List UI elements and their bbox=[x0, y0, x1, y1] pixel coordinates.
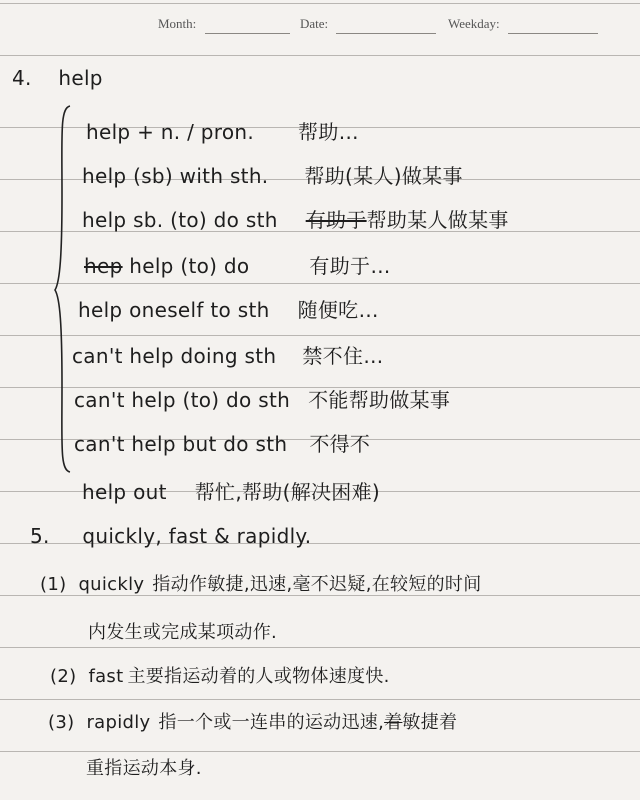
english-phrase: help + n. / pron. bbox=[86, 120, 255, 144]
chinese-meaning: 帮忙,帮助(解决困难) bbox=[194, 480, 381, 504]
item-number: 4. bbox=[12, 66, 32, 90]
note-line bbox=[82, 204, 509, 233]
note-line bbox=[74, 384, 450, 413]
note-line bbox=[78, 294, 379, 323]
english-phrase: can't help (to) do sth bbox=[74, 388, 291, 412]
note-line bbox=[12, 66, 103, 90]
crossed-out-text: 有助于 bbox=[305, 208, 367, 232]
month-label: Month: bbox=[158, 16, 197, 31]
note-line bbox=[30, 524, 311, 548]
note-line bbox=[82, 160, 463, 189]
chinese-meaning: 随便吃… bbox=[297, 298, 379, 322]
note-line bbox=[74, 428, 370, 457]
english-phrase: help bbox=[58, 66, 103, 90]
chinese-meaning: 主要指运动着的人或物体速度快. bbox=[127, 666, 390, 687]
note-line bbox=[86, 754, 202, 780]
date-line bbox=[336, 33, 436, 34]
item-number: (3) bbox=[48, 712, 75, 733]
crossed-out-text: 着 bbox=[384, 712, 403, 733]
english-phrase: help oneself to sth bbox=[78, 298, 270, 322]
chinese-meaning: 有助于… bbox=[309, 254, 391, 278]
weekday-line bbox=[508, 33, 598, 34]
chinese-meaning: 帮助(某人)做某事 bbox=[304, 164, 463, 188]
crossed-out-text: hep bbox=[84, 254, 123, 278]
english-phrase: can't help doing sth bbox=[72, 344, 277, 368]
note-line bbox=[82, 476, 380, 505]
note-line bbox=[86, 116, 359, 145]
chinese-meaning: 不能帮助做某事 bbox=[308, 388, 451, 412]
note-line bbox=[72, 340, 384, 369]
english-phrase: quickly bbox=[78, 574, 145, 595]
item-number: (1) bbox=[40, 574, 67, 595]
item-number: (2) bbox=[50, 666, 77, 687]
note-line bbox=[50, 662, 390, 688]
date-label: Date: bbox=[300, 16, 329, 31]
note-line bbox=[88, 618, 277, 644]
chinese-meaning: 内发生或完成某项动作. bbox=[88, 622, 278, 643]
chinese-meaning: 帮助… bbox=[298, 120, 359, 144]
chinese-meaning: 指一个或一连串的运动迅速, bbox=[158, 712, 385, 733]
english-phrase: help sb. (to) do sth bbox=[82, 208, 278, 232]
note-line bbox=[40, 570, 482, 596]
english-phrase: help out bbox=[82, 480, 167, 504]
month-line bbox=[205, 33, 290, 34]
curly-brace bbox=[54, 104, 72, 474]
english-phrase: quickly, fast & rapidly. bbox=[82, 524, 312, 548]
chinese-meaning: 敏捷着 bbox=[402, 712, 458, 733]
chinese-meaning: 指动作敏捷,迅速,毫不迟疑,在较短的时间 bbox=[152, 574, 482, 595]
english-phrase: can't help but do sth bbox=[74, 432, 288, 456]
english-phrase: help (to) do bbox=[129, 254, 250, 278]
weekday-label: Weekday: bbox=[448, 16, 500, 31]
chinese-meaning: 帮助某人做某事 bbox=[366, 208, 509, 232]
item-number: 5. bbox=[30, 524, 50, 548]
chinese-meaning: 不得不 bbox=[309, 432, 371, 456]
note-line bbox=[84, 250, 391, 279]
english-phrase: help (sb) with sth. bbox=[82, 164, 269, 188]
chinese-meaning: 禁不住… bbox=[302, 344, 384, 368]
chinese-meaning: 重指运动本身. bbox=[86, 758, 202, 779]
note-line bbox=[48, 708, 457, 734]
english-phrase: fast bbox=[88, 666, 124, 687]
english-phrase: rapidly bbox=[86, 712, 151, 733]
